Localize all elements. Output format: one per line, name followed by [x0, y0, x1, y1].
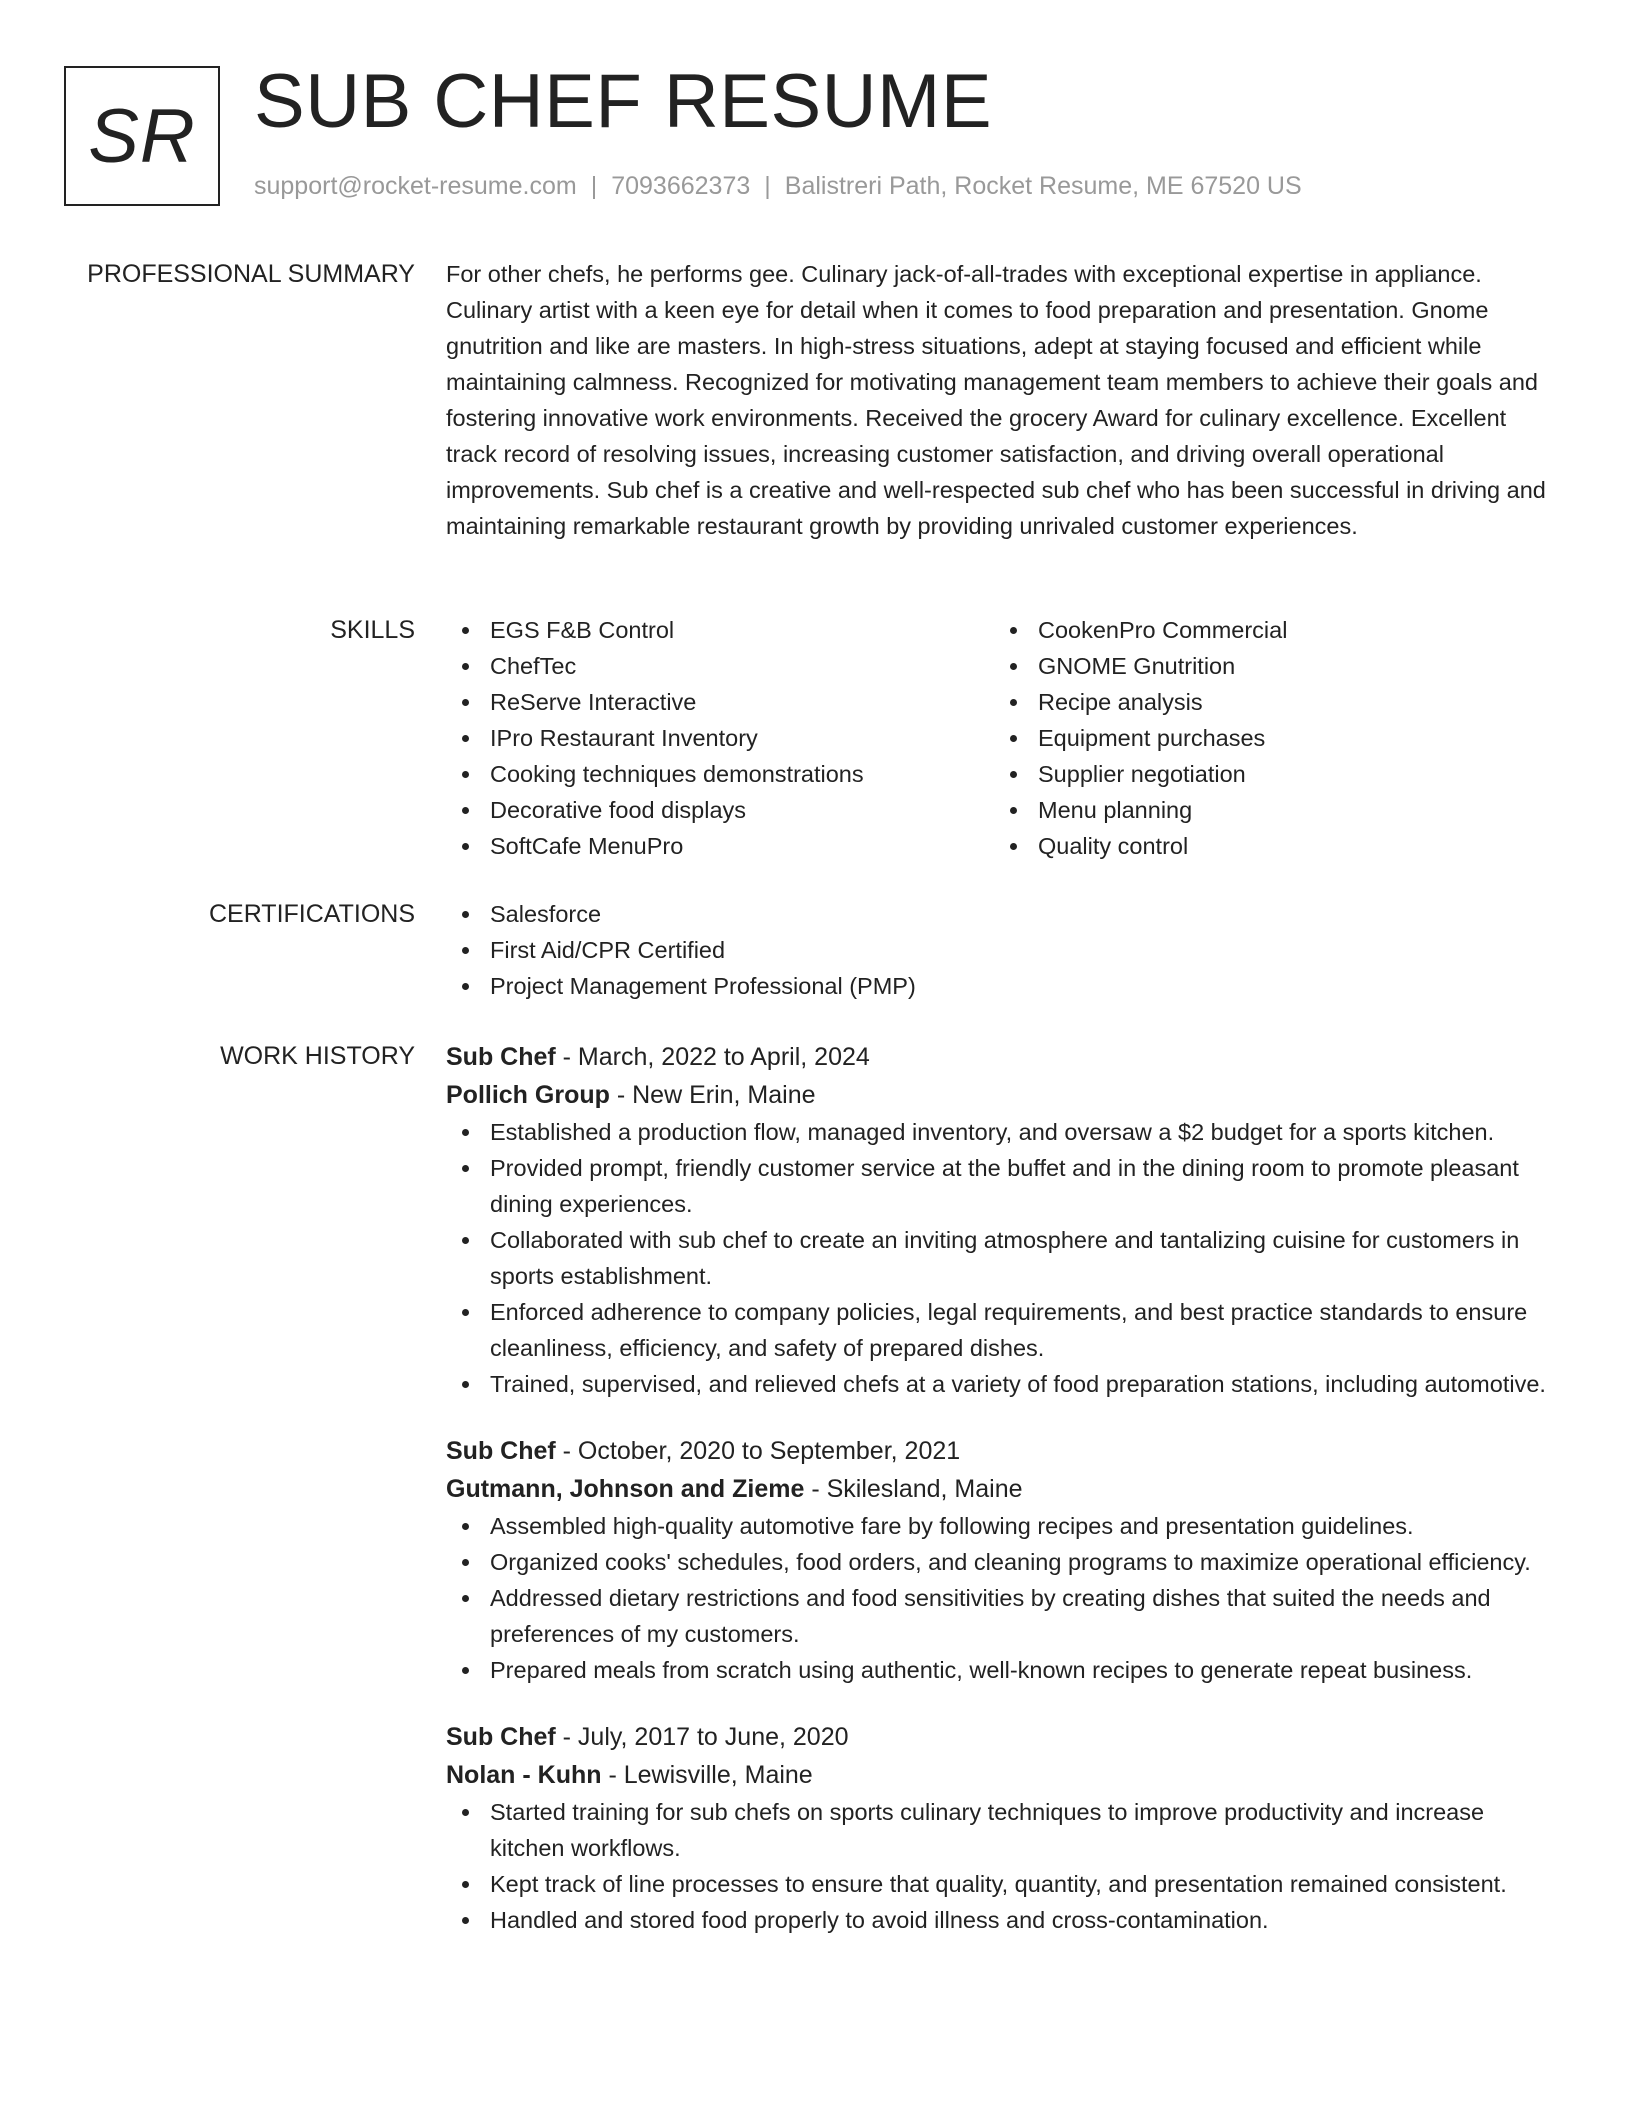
list-item: Quality control — [994, 828, 1542, 864]
resume-title: SUB CHEF RESUME — [254, 59, 993, 144]
list-item: Provided prompt, friendly customer service at the buffet and in the dining room to promote pleasant dining experiences. — [446, 1150, 1562, 1222]
list-item: Collaborated with sub chef to create an inviting atmosphere and tantalizing cuisine for customers in sports establishment. — [446, 1222, 1562, 1294]
certifications-body — [446, 896, 1562, 1004]
list-item: Trained, supervised, and relieved chefs at a variety of food preparation stations, including automotive. — [446, 1366, 1562, 1402]
job-duties-list — [446, 1114, 1562, 1402]
list-item: Decorative food displays — [446, 792, 994, 828]
list-item: Handled and stored food properly to avoid illness and cross-contamination. — [446, 1902, 1562, 1938]
job-dates: - October, 2020 to September, 2021 — [555, 1437, 961, 1465]
contact-line — [254, 172, 1302, 201]
skills-list-left — [446, 612, 994, 864]
list-item: First Aid/CPR Certified — [446, 932, 1562, 968]
list-item: ReServe Interactive — [446, 684, 994, 720]
skills-label: SKILLS — [330, 616, 415, 644]
job-company: Pollich Group — [446, 1081, 610, 1109]
list-item: CookenPro Commercial — [994, 612, 1542, 648]
job-company-line — [446, 1076, 1562, 1114]
list-item: Enforced adherence to company policies, legal requirements, and best practice standards to ensure cleanliness, efficiency, and safety of prepared dishes. — [446, 1294, 1562, 1366]
contact-address: Balistreri Path, Rocket Resume, ME 67520 US — [784, 172, 1302, 200]
job-title-line — [446, 1718, 1562, 1756]
list-item: Cooking techniques demonstrations — [446, 756, 994, 792]
summary-body — [446, 256, 1562, 544]
summary-label: PROFESSIONAL SUMMARY — [87, 260, 415, 288]
job-title: Sub Chef — [446, 1723, 556, 1751]
list-item: EGS F&B Control — [446, 612, 994, 648]
job-title: Sub Chef — [446, 1043, 556, 1071]
skills-list-right — [994, 612, 1542, 864]
list-item: SoftCafe MenuPro — [446, 828, 994, 864]
list-item: Project Management Professional (PMP) — [446, 968, 1562, 1004]
list-item: Kept track of line processes to ensure that quality, quantity, and presentation remained consistent. — [446, 1866, 1562, 1902]
job-duties-list — [446, 1508, 1562, 1688]
monogram-logo: SR — [64, 66, 220, 206]
list-item: Established a production flow, managed inventory, and oversaw a $2 budget for a sports kitchen. — [446, 1114, 1562, 1150]
contact-separator: | — [590, 172, 598, 200]
job-company-line — [446, 1470, 1562, 1508]
summary-text: For other chefs, he performs gee. Culinary jack-of-all-trades with exceptional expertise in appliance. Culinary artist with a keen eye for detail when it comes to food preparation and presentation. Gnome gnutrition and like are masters. In high-stress situations, adept at staying focused and efficient while maintaining calmness. Recognized for motivating management team members to achieve their goals and fostering innovative work environments. Received the grocery Award for culinary excellence. Excellent track record of resolving issues, increasing customer satisfaction, and driving overall operational improvements. Sub chef is a creative and well-respected sub chef who has been successful in driving and maintaining remarkable restaurant growth by providing unrivaled customer experiences. — [446, 261, 1546, 539]
list-item: Recipe analysis — [994, 684, 1542, 720]
job-location: - Skilesland, Maine — [804, 1475, 1023, 1503]
job-company-line — [446, 1756, 1562, 1794]
work-label: WORK HISTORY — [220, 1042, 415, 1070]
list-item: Started training for sub chefs on sports culinary techniques to improve productivity and increase kitchen workflows. — [446, 1794, 1562, 1866]
list-item: Supplier negotiation — [994, 756, 1542, 792]
work-body — [446, 1038, 1562, 1968]
list-item: IPro Restaurant Inventory — [446, 720, 994, 756]
certifications-list — [446, 896, 1562, 1004]
job-duties-list — [446, 1794, 1562, 1938]
list-item: Organized cooks' schedules, food orders, and cleaning programs to maximize operational efficiency. — [446, 1544, 1562, 1580]
contact-email[interactable]: support@rocket-resume.com — [254, 172, 577, 200]
job-dates: - March, 2022 to April, 2024 — [555, 1043, 870, 1071]
list-item: ChefTec — [446, 648, 994, 684]
list-item: GNOME Gnutrition — [994, 648, 1542, 684]
list-item: Menu planning — [994, 792, 1542, 828]
job-location: - Lewisville, Maine — [601, 1761, 813, 1789]
list-item: Equipment purchases — [994, 720, 1542, 756]
job-dates: - July, 2017 to June, 2020 — [555, 1723, 849, 1751]
job-company: Nolan - Kuhn — [446, 1761, 602, 1789]
job-company: Gutmann, Johnson and Zieme — [446, 1475, 805, 1503]
job-entry — [446, 1718, 1562, 1938]
job-title-line — [446, 1432, 1562, 1470]
skills-body — [446, 612, 1562, 864]
job-entry — [446, 1038, 1562, 1402]
list-item: Addressed dietary restrictions and food sensitivities by creating dishes that suited the needs and preferences of my customers. — [446, 1580, 1562, 1652]
job-location: - New Erin, Maine — [609, 1081, 816, 1109]
certifications-label: CERTIFICATIONS — [208, 900, 415, 928]
list-item: Prepared meals from scratch using authentic, well-known recipes to generate repeat business. — [446, 1652, 1562, 1688]
contact-phone[interactable]: 7093662373 — [611, 172, 751, 200]
job-title-line — [446, 1038, 1562, 1076]
list-item: Assembled high-quality automotive fare by following recipes and presentation guidelines. — [446, 1508, 1562, 1544]
job-entry — [446, 1432, 1562, 1688]
list-item: Salesforce — [446, 896, 1562, 932]
job-title: Sub Chef — [446, 1437, 556, 1465]
contact-separator: | — [764, 172, 771, 200]
